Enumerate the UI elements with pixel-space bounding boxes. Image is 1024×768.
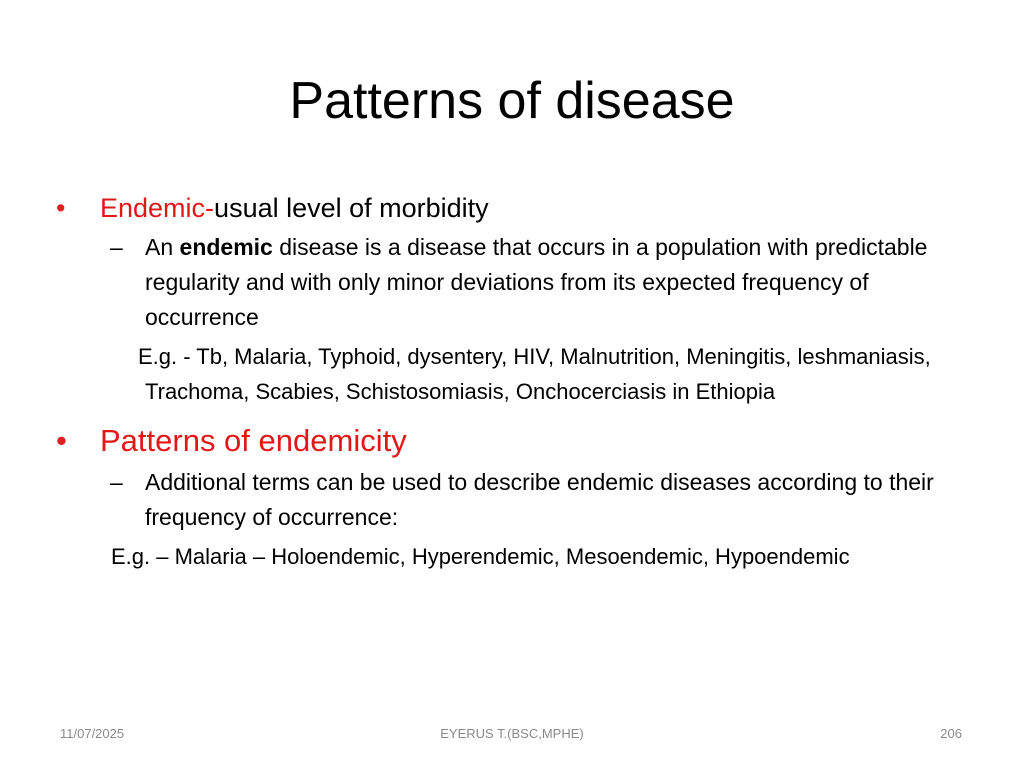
- patterns-of-endemicity-heading: Patterns of endemicity: [100, 423, 407, 458]
- dash-icon: –: [110, 469, 123, 495]
- endemic-description-post: disease is a disease that occurs in a population with predictable regularity and with only minor deviations from its expected frequency of occurrence: [145, 234, 928, 330]
- slide-body: [56, 190, 956, 574]
- footer-page-number: 206: [940, 726, 962, 741]
- bullet-endemic: [56, 190, 956, 226]
- bullet-patterns-of-endemicity: [56, 421, 956, 461]
- sub-bullet-endemic-description: [56, 230, 956, 335]
- endemic-description-bold: endemic: [179, 234, 273, 260]
- additional-terms-text: Additional terms can be used to describe endemic diseases according to their frequency of occurrence:: [145, 469, 934, 530]
- footer-author: EYERUS T.(BSC,MPHE): [440, 726, 584, 741]
- dash-icon: –: [110, 234, 123, 260]
- footer-date: 11/07/2025: [60, 726, 125, 741]
- term-endemic: Endemic-: [100, 193, 215, 223]
- malaria-example: E.g. – Malaria – Holoendemic, Hyperendemic, Mesoendemic, Hypoendemic: [111, 544, 850, 569]
- bullet-icon: •: [56, 193, 66, 223]
- slide-title: Patterns of disease: [289, 72, 735, 130]
- endemic-description-pre: An: [145, 234, 180, 260]
- bullet-icon: •: [56, 423, 67, 458]
- endemic-examples: E.g. - Tb, Malaria, Typhoid, dysentery, HIV, Malnutrition, Meningitis, leshmaniasis, Trachoma, Scabies, Schistosomiasis, Onchocerciasis in Ethiopia: [138, 344, 931, 404]
- sub-bullet-additional-terms: [56, 465, 956, 535]
- endemic-definition: usual level of morbidity: [214, 193, 489, 223]
